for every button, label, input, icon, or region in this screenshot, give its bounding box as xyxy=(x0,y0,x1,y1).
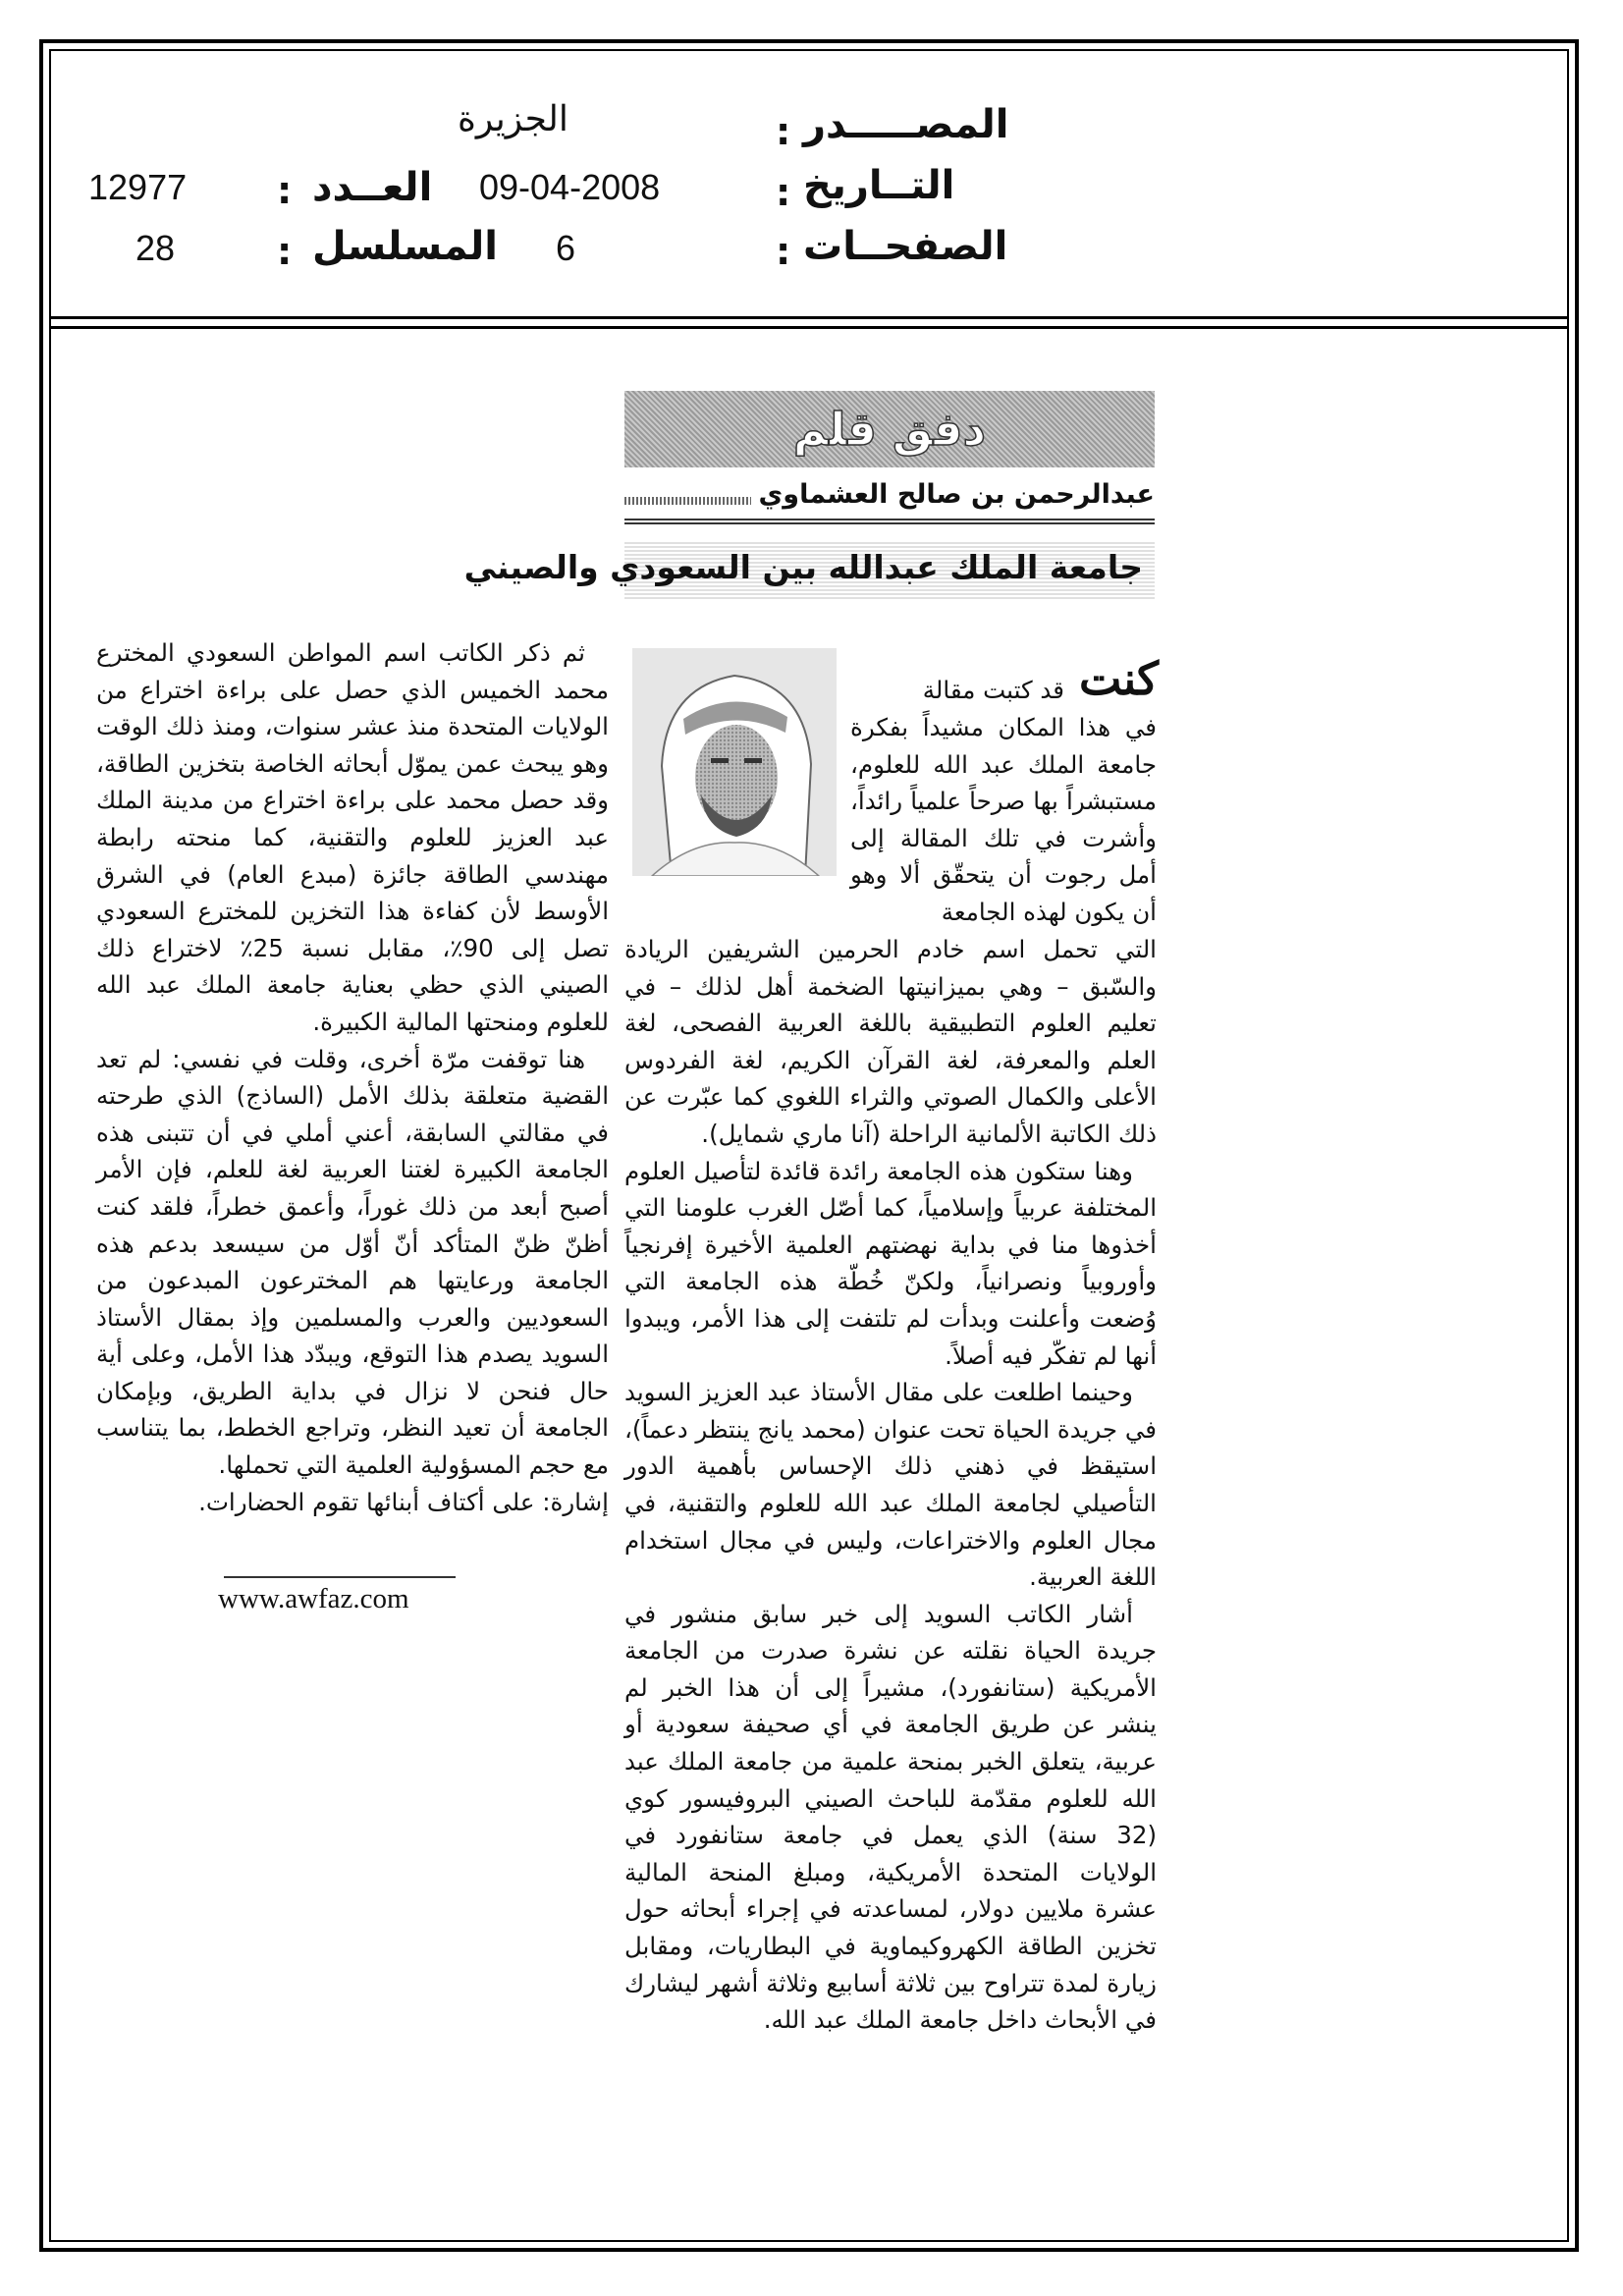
serial-label: المسلسل xyxy=(312,224,498,269)
serial-value: 28 xyxy=(135,228,176,268)
paragraph: إشارة: على أكتاف أبنائها تقوم الحضارات. xyxy=(198,1487,609,1516)
headline: جامعة الملك عبدالله بين السعودي والصيني xyxy=(463,548,1143,586)
paragraph: ثم ذكر الكاتب اسم المواطن السعودي المخترع محمد الخميس الذي حصل على براءة اختراع من الولايات المتحدة منذ عشر سنوات، ومنذ ذلك الوقت وهو يبحث عمن يموّل أبحاثه الخاصة بتخزين الطاقة، وقد حصل محمد على براءة اختراع من مدينة الملك عبد العزيز للعلوم والتقنية، كما منحته رابطة مهندسي الطاقة جائزة (مبدع العام) في الشرق الأوسط لأن كفاءة هذا التخزين للمخترع السعودي تصل إلى 90٪، مقابل نسبة 25٪ لاختراع ذلك الصيني الذي حظي بعناية جامعة الملك عبد الله للعلوم ومنحتها المالية الكبيرة. xyxy=(96,638,609,1036)
author-name: عبدالرحمن بن صالح العشماوي xyxy=(751,479,1155,510)
website-link[interactable]: www.awfaz.com xyxy=(218,1583,409,1614)
issue-label: العــدد xyxy=(312,165,433,210)
header-divider-2 xyxy=(49,326,1569,329)
paragraph: هنا توقفت مرّة أخرى، وقلت في نفسي: لم تعد القضية متعلقة بذلك الأمل (الساذج) الذي طرحته في مقالتي السابقة، أعني أملي في أن تتبنى هذه الجامعة الكبيرة لغتنا العربية لغة للعلم، فإن الأمر أصبح أبعد من ذلك غوراً، وأعمق خطراً، فلقد كنت أظنّ ظنّ المتأكد أنّ أوّل من سيسعد بدعم هذه الجامعة ورعايتها هم المخترعون المبدعون من السعوديين والعرب والمسلمين وإذ بمقال الأستاذ السويد يصدم هذا التوقع، ويبدّد هذا الأمل، وعلى أية حال فنحن لا نزال في بداية الطريق، وبإمكان الجامعة أن تعيد النظر، وتراجع الخطط، بما يتناسب مع حجم المسؤولية العلمية التي تحملها. xyxy=(96,1044,609,1480)
pages-value: 6 xyxy=(556,228,576,268)
website-rule xyxy=(224,1576,456,1578)
serial-colon: : xyxy=(277,230,293,273)
source-value: الجزيرة xyxy=(458,98,568,138)
author-line xyxy=(624,479,1155,524)
paragraph: التي تحمل اسم خادم الحرمين الشريفين الريادة والسّبق – وهي بميزانيتها الضخمة أهل لذلك – في تعليم العلوم التطبيقية باللغة العربية الفصحى، لغة العلم والمعرفة، لغة القرآن الكريم، لغة الفردوس الأعلى والكمال الصوتي والثراء اللغوي كما عبّرت عن ذلك الكاتبة الألمانية الراحلة (آنا ماري شمايل). xyxy=(624,935,1157,1148)
paragraph: وحينما اطلعت على مقال الأستاذ عبد العزيز السويد في جريدة الحياة تحت عنوان (محمد يانج ينتظر دعماً)، استيقظ في ذهني ذلك الإحساس بأهمية الدور التأصيلي لجامعة الملك عبد الله للعلوم والتقنية، في مجال العلوم والاختراعات، وليس في مجال استخدام اللغة العربية. xyxy=(624,1378,1157,1592)
paragraph: أشار الكاتب السويد إلى خبر سابق منشور في جريدة الحياة نقلته عن نشرة صدرت من الجامعة الأمريكية (ستانفورد)، مشيراً إلى أن هذا الخبر لم ينشر عن طريق الجامعة في أي صحيفة سعودية أو عربية، يتعلق الخبر بمنحة علمية من جامعة الملك عبد الله للعلوم مقدّمة للباحث الصيني البروفيسور كوي (32 سنة) الذي يعمل في جامعة ستانفورد في الولايات المتحدة الأمريكية، ومبلغ المنحة المالية عشرة ملايين دولار، لمساعدته في إجراء أبحاثه حول تخزين الطاقة الكهروكيماوية في البطاريات، ومقابل زيارة لمدة تتراوح بين ثلاثة أسابيع وثلاثة أشهر ليشارك في الأبحاث داخل جامعة الملك عبد الله. xyxy=(624,1599,1157,2035)
paragraph: وهنا ستكون هذه الجامعة رائدة قائدة لتأصيل العلوم المختلفة عربياً وإسلامياً، كما أصّل الغرب علومنا التي أخذوها منا في بداية نهضتهم العلمية الأخيرة إفرنجياً وأوروبياً ونصرانياً، ولكنّ خُطّة هذه الجامعة التي وُضعت وأعلنت وبدأت لم تلتفت إلى هذا الأمر، ويبدوا أنها لم تفكّر فيه أصلاً. xyxy=(624,1156,1157,1370)
headline-band xyxy=(463,542,1155,599)
pages-colon: : xyxy=(776,230,791,273)
column-name: دفق قلم xyxy=(792,403,987,456)
right-column-body xyxy=(624,931,1157,2039)
pages-label: الصفحــات xyxy=(803,224,1008,269)
date-colon: : xyxy=(776,171,791,214)
intro-line: قد كتبت مقالة xyxy=(922,676,1064,704)
date-label: التــاريخ xyxy=(803,163,955,208)
drop-cap-word: كنت xyxy=(1079,652,1159,705)
issue-value: 12977 xyxy=(88,167,188,207)
source-colon: : xyxy=(776,110,791,153)
header-divider xyxy=(49,316,1569,319)
right-column-intro xyxy=(850,709,1157,931)
author-photo xyxy=(632,648,837,876)
right-column-intro-first-line xyxy=(850,672,1064,709)
paragraph: في هذا المكان مشيداً بفكرة جامعة الملك عبد الله للعلوم، مستبشراً بها صرحاً علمياً رائداً، وأشرت في تلك المقالة إلى أمل رجوت أن يتحقّق ألا وهو أن يكون لهذه الجامعة xyxy=(850,713,1157,926)
author-portrait-icon xyxy=(632,648,837,876)
left-column-body xyxy=(96,634,609,1520)
issue-colon: : xyxy=(277,169,293,212)
source-label: المصـــــدر xyxy=(803,102,1009,147)
date-value: 09-04-2008 xyxy=(479,167,661,207)
column-banner xyxy=(624,391,1155,467)
